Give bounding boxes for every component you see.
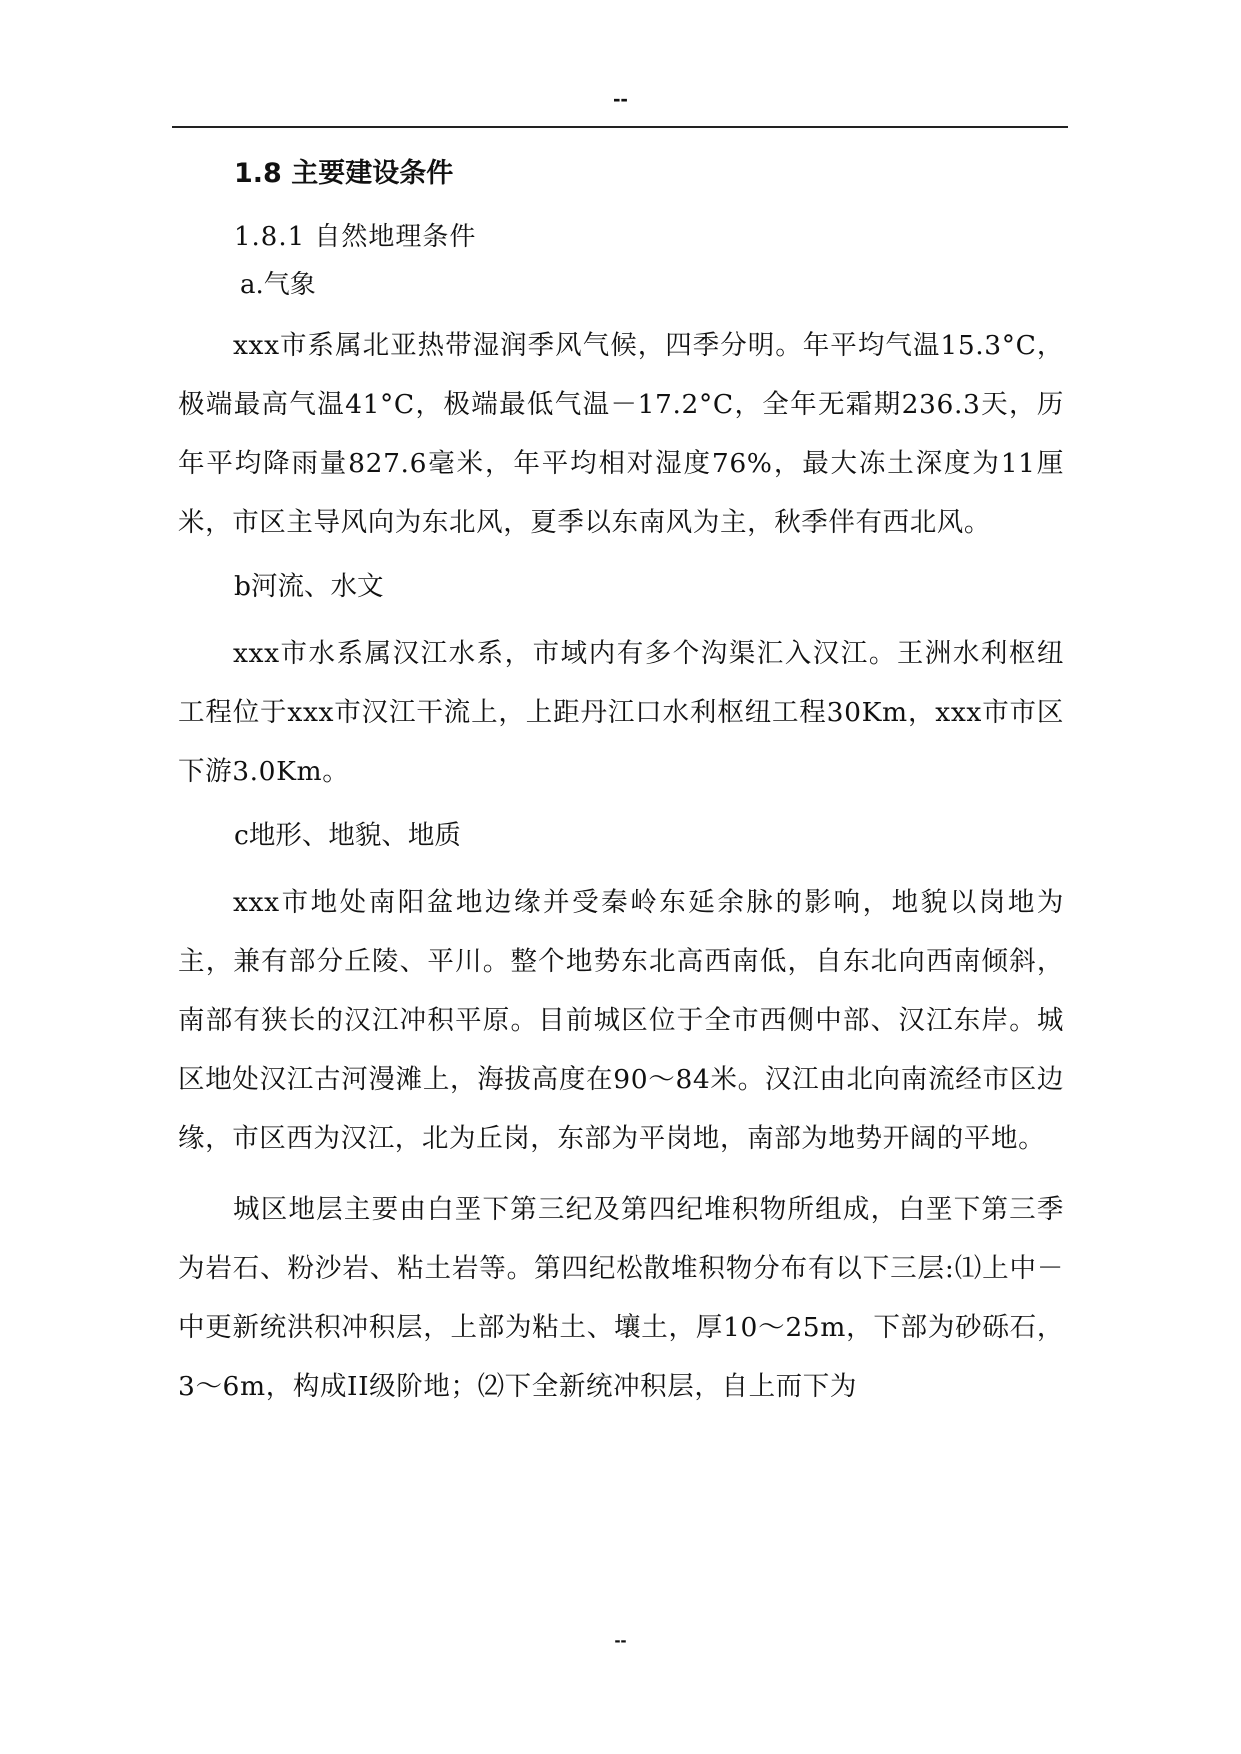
page-footer-mark: -- <box>614 1630 627 1650</box>
page-header-mark: -- <box>613 86 628 111</box>
subsection-title: 1.8.1 自然地理条件 <box>234 222 477 252</box>
document-body <box>178 150 1064 1428</box>
section-title: 1.8 主要建设条件 <box>234 158 454 189</box>
paragraph-geology: 城区地层主要由白垩下第三纪及第四纪堆积物所组成，白垩下第三季为岩石、粉沙岩、粘土岩等。第四纪松散堆积物分布有以下三层:⑴上中－中更新统洪积冲积层，上部为粘土、壤土，厚10～25m，下部为砂砾石，3～6m，构成II级阶地；⑵下全新统冲积层，自上而下为 <box>178 1194 1064 1402</box>
paragraph-terrain: xxx市地处南阳盆地边缘并受秦岭东延余脉的影响，地貌以岗地为主，兼有部分丘陵、平川。整个地势东北高西南低，自东北向西南倾斜，南部有狭长的汉江冲积平原。目前城区位于全市西侧中部、汉江东岸。城区地处汉江古河漫滩上，海拔高度在90～84米。汉江由北向南流经市区边缘，市区西为汉江，北为丘岗，东部为平岗地，南部为地势开阔的平地。 <box>178 887 1064 1154</box>
paragraph-hydrology: xxx市水系属汉江水系，市域内有多个沟渠汇入汉江。王洲水利枢纽工程位于xxx市汉江干流上，上距丹江口水利枢纽工程30Km，xxx市市区下游3.0Km。 <box>178 638 1064 787</box>
item-title-weather: a.气象 <box>240 270 316 300</box>
item-title-terrain: c地形、地貌、地质 <box>234 820 461 851</box>
paragraph-weather: xxx市系属北亚热带湿润季风气候，四季分明。年平均气温15.3°C，极端最高气温41°C，极端最低气温－17.2°C，全年无霜期236.3天，历年平均降雨量827.6毫米，年平均相对湿度76%，最大冻土深度为11厘米，市区主导风向为东北风，夏季以东南风为主，秋季伴有西北风。 <box>178 330 1064 538</box>
item-title-hydrology: b河流、水文 <box>234 571 384 602</box>
header-rule <box>172 126 1068 128</box>
